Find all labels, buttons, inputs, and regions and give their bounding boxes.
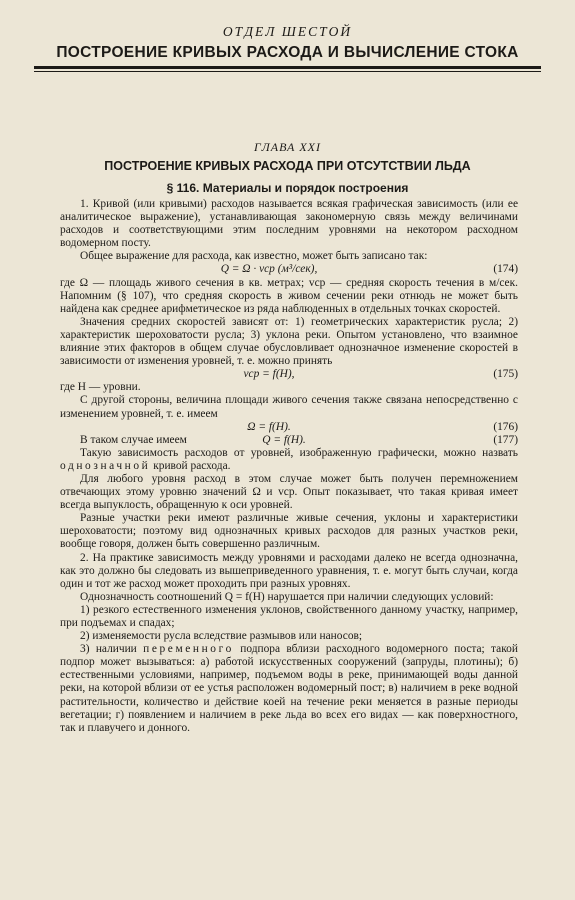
list-item-3-end: подпора вблизи расходного водомерного поста; такой подпор может вызываться: а) работой искусственных сооружений (запруды, плотины); б) естественными условиями, например, подъемом воды в реке, принимающей воды данной реки, на которой вблизи от ее устья расположен водомерный пост; в) наличием в реке водной растительности, количество и действие коей на течение реки меняется в разные периоды вегетации; г) появлением и наличием в реке льда во всех его видах — как поверхностного, так и плавучего и донного. bbox=[60, 643, 518, 734]
paragraph-6: С другой стороны, величина площади живого сечения также связана непосредственно с изменением уровней, т. е. имеем bbox=[60, 394, 518, 420]
formula-177-number: (177) bbox=[493, 433, 518, 446]
formula-177-lead: В таком случае имеем bbox=[80, 433, 187, 446]
section-label: ОТДЕЛ ШЕСТОЙ bbox=[222, 24, 353, 39]
paragraph-7-start: Такую зависимость расходов от уровней, изображенную графически, можно назвать bbox=[80, 446, 518, 459]
paragraph-10: 2. На практике зависимость между уровнями и расходами далеко не всегда однозначна, как это должно бы следовать из вышеприведенного уравнения, т. е. могут быть случаи, когда один и тот же расход может проходить при разных уровнях. bbox=[60, 551, 518, 590]
paragraph-11: Однозначность соотношений Q = f(H) нарушается при наличии следующих условий: bbox=[80, 590, 494, 603]
formula-176-expr: Ω = f(H). bbox=[247, 420, 291, 433]
formula-175-number: (175) bbox=[493, 368, 518, 381]
paragraph-4: Значения средних скоростей зависят от: 1) геометрических характеристик русла; 2) характеристик шероховатости русла; 3) уклона реки. Опытом установлено, что взаимное влияние этих факторов в общем случае обусловливает однозначное изменение скоростей в зависимости от изменения уровней, т. е. можно принять bbox=[60, 315, 518, 368]
formula-174-number: (174) bbox=[493, 263, 518, 276]
body-text bbox=[60, 198, 518, 735]
chapter-title: ПОСТРОЕНИЕ КРИВЫХ РАСХОДА ПРИ ОТСУТСТВИИ ЛЬДА bbox=[104, 159, 471, 173]
paragraph-heading: § 116. Материалы и порядок построения bbox=[166, 181, 409, 195]
paragraph-1: 1. Кривой (или кривыми) расходов называется всякая графическая зависимость (или ее аналитическое выражение), устанавливающая закономерную связь между величинами расходов и соответствующими этим последним уровнями на некотором расходном водомерном посту. bbox=[60, 198, 518, 250]
formula-176-number: (176) bbox=[493, 420, 518, 433]
emphasis-unambiguous: однозначной bbox=[60, 459, 151, 472]
list-item-1: 1) резкого естественного изменения уклонов, свойственного данному участку, например, при подъемах и спадах; bbox=[60, 603, 518, 629]
paragraph-7 bbox=[60, 447, 518, 473]
chapter-label: ГЛАВА XXI bbox=[254, 140, 321, 154]
header-rule-thin bbox=[34, 71, 541, 72]
list-item-3 bbox=[60, 643, 518, 735]
formula-174 bbox=[60, 263, 518, 276]
emphasis-variable: переменного bbox=[143, 643, 234, 656]
formula-176 bbox=[60, 421, 518, 434]
formula-174-expr: Q = Ω · vср (м³/сек), bbox=[220, 263, 318, 276]
list-item-2: 2) изменяемости русла вследствие размывов или наносов; bbox=[80, 630, 363, 643]
paragraph-8: Для любого уровня расход в этом случае может быть получен перемножением отвечающих этому уровню значений Ω и vср. Опыт показывает, что такая кривая имеет всегда выпуклость, обращенную к оси уровней. bbox=[60, 472, 518, 512]
paragraph-2: Общее выражение для расхода, как известно, может быть записано так: bbox=[80, 250, 428, 263]
header-rule-thick bbox=[34, 66, 541, 69]
formula-177 bbox=[60, 434, 518, 447]
paragraph-3: где Ω — площадь живого сечения в кв. метрах; vср — средняя скорость течения в м/сек. Напомним (§ 107), что средняя скорость в живом сечении реки отнюдь не может быть найдена как среднее арифметическое из ряда наблюденных в отдельных точках скоростей. bbox=[60, 276, 518, 315]
formula-177-expr: Q = f(H). bbox=[262, 433, 306, 446]
paragraph-9: Разные участки реки имеют различные живые сечения, уклоны и характеристики шероховатости; поэтому вид однозначных кривых расходов для разных участков реки, вообще говоря, должен быть совершенно различным. bbox=[60, 512, 518, 551]
formula-175-expr: vср = f(H), bbox=[243, 368, 295, 381]
section-title: ПОСТРОЕНИЕ КРИВЫХ РАСХОДА И ВЫЧИСЛЕНИЕ СТОКА bbox=[56, 44, 519, 61]
formula-175 bbox=[60, 368, 518, 381]
paragraph-5: где H — уровни. bbox=[60, 381, 141, 394]
paragraph-7-end: кривой расхода. bbox=[153, 459, 231, 472]
list-item-3-start: 3) наличии bbox=[80, 643, 137, 656]
